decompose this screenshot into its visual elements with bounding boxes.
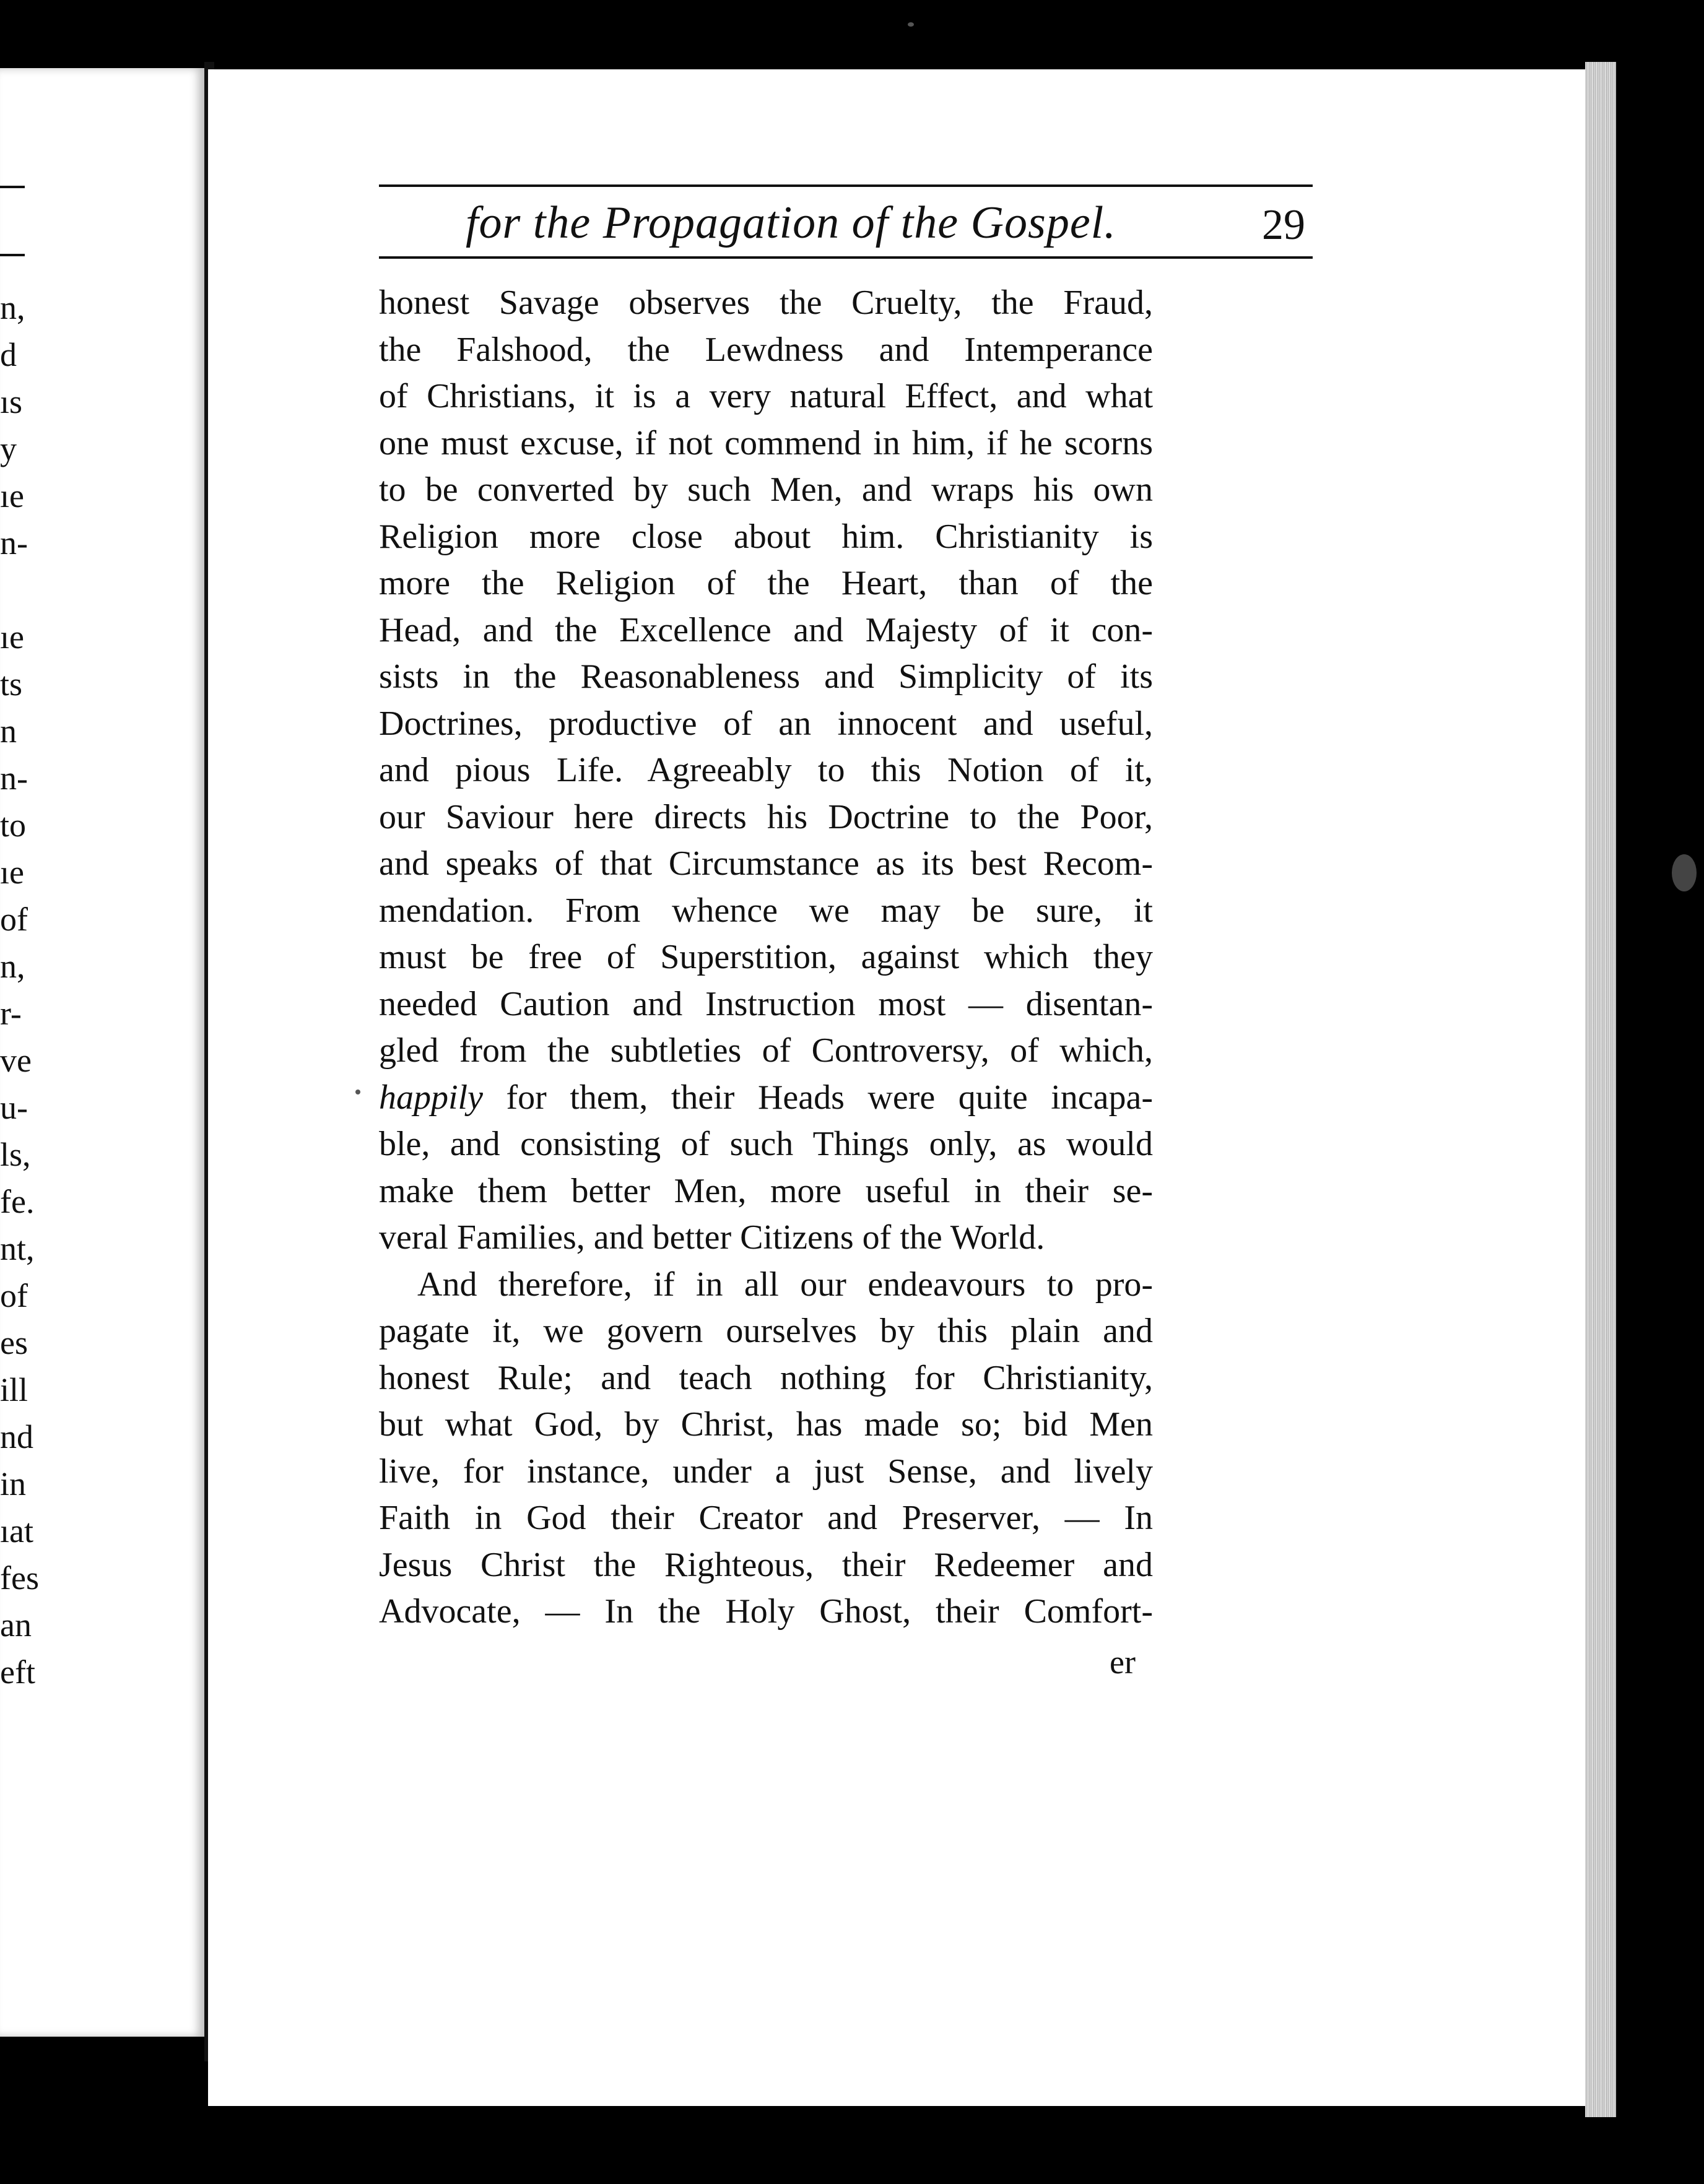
text-line: Religion more close about him. Christianity is (379, 517, 1153, 556)
facing-page-fragment-text: n- (0, 524, 28, 561)
facing-page-fragment-text: n, (0, 948, 25, 985)
facing-page-fragment-text: ıs (0, 383, 23, 420)
text-line: ble, and consisting of such Things only, as would (379, 1125, 1153, 1163)
facing-page-fragment-text: in (0, 1465, 27, 1502)
text-line-rest: for them, their Heads were quite incapa- (506, 1078, 1154, 1117)
page-number: 29 (1262, 201, 1305, 249)
text-line: the Falshood, the Lewdness and Intemperance (379, 330, 1153, 369)
text-line: Head, and the Excellence and Majesty of it con- (379, 610, 1153, 649)
italic-word: happily (379, 1078, 483, 1117)
text-line: mendation. From whence we may be sure, it (379, 891, 1153, 930)
text-line: Advocate, — In the Holy Ghost, their Comfort- (379, 1592, 1153, 1631)
header-rule-top (379, 184, 1313, 187)
facing-page-fragment-text: ill (0, 1371, 28, 1408)
text-line: must be free of Superstition, against which they (379, 938, 1153, 976)
facing-page-fragment-text: of (0, 1277, 28, 1314)
text-line: make them better Men, more useful in their se- (379, 1171, 1153, 1210)
text-line: honest Savage observes the Cruelty, the Fraud, (379, 284, 1153, 322)
ink-speck (908, 22, 914, 27)
text-line: one must excuse, if not commend in him, if he scorns (379, 423, 1153, 462)
facing-page-fragment-text: ıe (0, 477, 24, 514)
header-rule-bottom (379, 256, 1313, 259)
scan-artifact (1672, 854, 1697, 891)
facing-page-fragment-text: nd (0, 1418, 33, 1455)
facing-page-fragment-text: d (0, 336, 17, 373)
facing-page-fragment-text: n- (0, 760, 28, 797)
facing-page-fragment-text: fe. (0, 1183, 35, 1220)
text-line: Faith in God their Creator and Preserver, — In (379, 1499, 1153, 1537)
ink-speck (355, 1090, 360, 1094)
text-line: more the Religion of the Heart, than of the (379, 564, 1153, 602)
facing-page-rule (0, 186, 25, 188)
facing-page-fragment-text: nt, (0, 1230, 35, 1267)
text-line: needed Caution and Instruction most — disentan- (379, 984, 1153, 1023)
text-line: gled from the subtleties of Controversy, of which, (379, 1031, 1153, 1070)
facing-page-fragment-text: ıe (0, 854, 24, 891)
text-line: honest Rule; and teach nothing for Christianity, (379, 1358, 1153, 1397)
facing-page-fragment-text: n, (0, 289, 25, 326)
text-line-with-italic (379, 1075, 1153, 1122)
page-header (379, 184, 1313, 259)
facing-page-fragment (0, 68, 204, 2037)
text-line: sists in the Reasonableness and Simplicity of its (379, 657, 1153, 696)
running-head: for the Propagation of the Gospel. (466, 197, 1116, 248)
text-line: live, for instance, under a just Sense, and lively (379, 1452, 1153, 1491)
body-text (379, 280, 1153, 1636)
facing-page-fragment-text: ts (0, 665, 23, 703)
facing-page-fragment-text: es (0, 1324, 28, 1361)
text-line: our Saviour here directs his Doctrine to the Poor, (379, 797, 1153, 836)
page-edges (1585, 62, 1616, 2117)
text-line: and pious Life. Agreeably to this Notion of it, (379, 751, 1153, 789)
text-line: but what God, by Christ, has made so; bid Men (379, 1405, 1153, 1444)
text-line: and speaks of that Circumstance as its best Recom- (379, 844, 1153, 883)
facing-page-fragment-text: ls, (0, 1136, 31, 1173)
facing-page-fragment-text: ıe (0, 618, 24, 656)
text-line: pagate it, we govern ourselves by this plain and (379, 1312, 1153, 1350)
facing-page-fragment-text: fes (0, 1559, 39, 1597)
facing-page-fragment-text: eft (0, 1653, 35, 1691)
text-line: Doctrines, productive of an innocent and useful, (379, 704, 1153, 743)
facing-page-fragment-text: n (0, 713, 17, 750)
facing-page-fragment-text: y (0, 430, 17, 467)
facing-page-rule (0, 254, 25, 256)
text-line: veral Families, and better Citizens of the World. (379, 1218, 1045, 1257)
facing-page-fragment-text: to (0, 807, 27, 844)
text-line: Jesus Christ the Righteous, their Redeemer and (379, 1545, 1153, 1584)
paragraph-first-line: And therefore, if in all our endeavours to pro- (417, 1265, 1153, 1304)
facing-page-fragment-text: an (0, 1606, 32, 1644)
text-line: to be converted by such Men, and wraps his own (379, 470, 1153, 509)
facing-page-fragment-text: ve (0, 1042, 32, 1079)
facing-page-fragment-text: r- (0, 995, 22, 1032)
catchword: er (1110, 1644, 1136, 1681)
facing-page-fragment-text: of (0, 901, 28, 938)
facing-page-fragment-text: u- (0, 1089, 28, 1126)
text-line: of Christians, it is a very natural Effect, and what (379, 377, 1153, 415)
facing-page-fragment-text: ıat (0, 1512, 33, 1549)
